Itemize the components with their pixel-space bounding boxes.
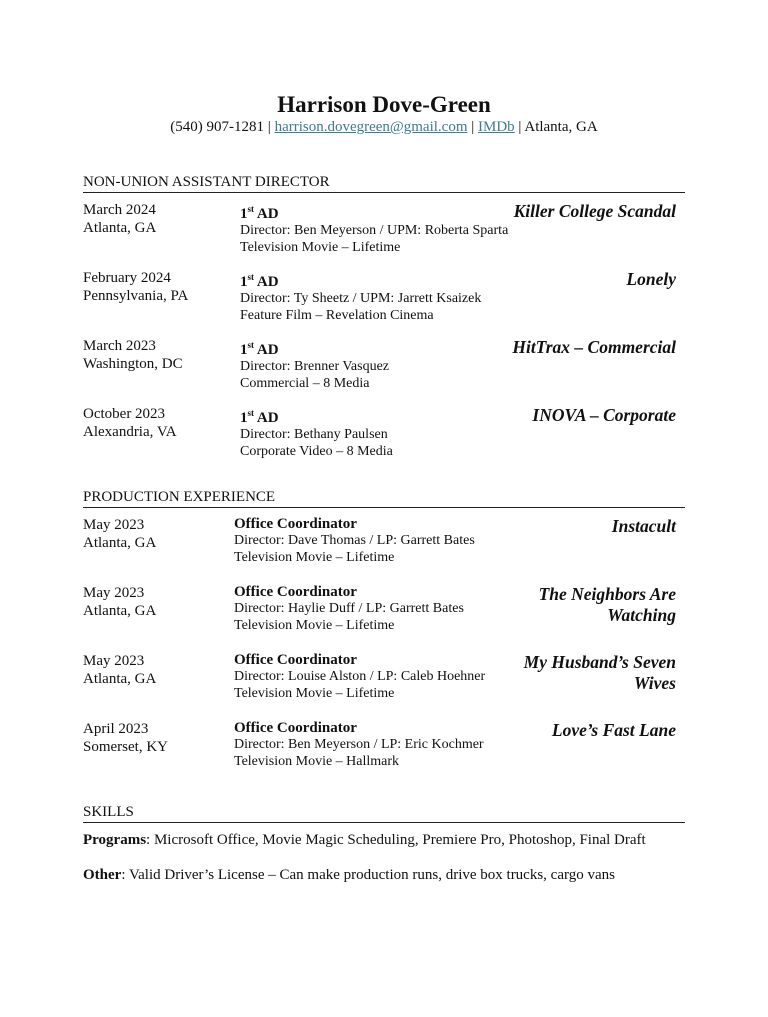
role-text: Office Coordinator — [234, 720, 357, 736]
skill-label: Other — [83, 867, 122, 883]
entry-type: Television Movie – Lifetime — [234, 549, 395, 565]
entry-credits: Director: Brenner Vasquez — [240, 359, 390, 374]
entry-credits: Director: Ben Meyerson / UPM: Roberta Sparta — [240, 223, 509, 238]
entry-location: Atlanta, GA — [83, 603, 157, 619]
skill-text: : Valid Driver’s License – Can make production runs, drive box trucks, cargo vans — [121, 867, 615, 883]
date-location — [83, 269, 188, 305]
phone: (540) 907-1281 — [170, 119, 265, 135]
role-rest: AD — [254, 274, 279, 290]
separator: | — [264, 119, 275, 135]
project-title: Lonely — [626, 269, 676, 289]
separator: | — [467, 119, 478, 135]
entry-details — [234, 652, 485, 702]
entry-details — [234, 720, 484, 770]
email-link[interactable]: harrison.dovegreen@gmail.com — [274, 119, 468, 135]
entry-credits: Director: Haylie Duff / LP: Garrett Bates — [234, 601, 464, 616]
entry-date: May 2023 — [83, 517, 145, 533]
entry-type: Television Movie – Hallmark — [234, 753, 400, 769]
date-location — [83, 201, 156, 237]
entry-details — [234, 516, 475, 566]
entry-credits: Director: Bethany Paulsen — [240, 427, 388, 442]
project-title: The Neighbors Are Watching — [538, 584, 676, 625]
entry-location: Somerset, KY — [83, 739, 168, 755]
production-experience-section — [83, 488, 685, 788]
project-title: Instacult — [611, 516, 676, 536]
entry-credits: Director: Louise Alston / LP: Caleb Hoehner — [234, 669, 486, 684]
role-sup: st — [247, 272, 254, 282]
experience-entry — [83, 720, 685, 788]
entry-date: March 2023 — [83, 338, 156, 354]
date-location — [83, 516, 156, 552]
role-num: 1 — [240, 410, 248, 426]
section-heading: PRODUCTION EXPERIENCE — [83, 488, 685, 508]
entry-date: May 2023 — [83, 653, 145, 669]
entry-type: Corporate Video – 8 Media — [240, 443, 393, 459]
entry-credits: Director: Ben Meyerson / LP: Eric Kochmer — [234, 737, 484, 752]
assistant-director-section — [83, 173, 685, 473]
resume-name: Harrison Dove-Green — [277, 92, 491, 117]
project-title: INOVA – Corporate — [532, 405, 676, 425]
experience-entry — [83, 584, 685, 652]
entry-details — [240, 269, 481, 324]
entry-type: Commercial – 8 Media — [240, 375, 370, 391]
entry-location: Atlanta, GA — [83, 671, 157, 687]
entry-date: February 2024 — [83, 270, 171, 286]
role-text: Office Coordinator — [234, 584, 357, 600]
date-location — [83, 584, 156, 620]
entry-location: Alexandria, VA — [83, 424, 177, 440]
entry-date: March 2024 — [83, 202, 156, 218]
entry-details — [240, 405, 393, 460]
entry-credits: Director: Dave Thomas / LP: Garrett Bates — [234, 533, 475, 548]
entry-type: Television Movie – Lifetime — [234, 617, 395, 633]
experience-entry — [83, 516, 685, 584]
role-num: 1 — [240, 274, 248, 290]
skills-section — [83, 803, 685, 884]
role-sup: st — [247, 340, 254, 350]
role-num: 1 — [240, 206, 248, 222]
date-location — [83, 337, 183, 373]
entry-type: Television Movie – Lifetime — [240, 239, 401, 255]
section-heading: NON-UNION ASSISTANT DIRECTOR — [83, 173, 685, 193]
date-location — [83, 405, 177, 441]
entry-location: Pennsylvania, PA — [83, 288, 189, 304]
role-text: Office Coordinator — [234, 652, 357, 668]
role-num: 1 — [240, 342, 248, 358]
skill-other — [83, 866, 685, 884]
entry-date: October 2023 — [83, 406, 166, 422]
experience-entry — [83, 652, 685, 720]
entry-type: Feature Film – Revelation Cinema — [240, 307, 434, 323]
project-title: Love’s Fast Lane — [551, 720, 676, 740]
project-title: Killer College Scandal — [513, 201, 676, 221]
entry-role — [234, 652, 485, 669]
section-heading: SKILLS — [83, 803, 685, 823]
entry-details — [234, 584, 464, 634]
role-sup: st — [247, 204, 254, 214]
entry-location: Atlanta, GA — [83, 220, 157, 236]
skill-programs — [83, 831, 685, 849]
entry-type: Television Movie – Lifetime — [234, 685, 395, 701]
entry-details — [240, 201, 508, 256]
role-rest: AD — [254, 342, 279, 358]
role-rest: AD — [254, 206, 279, 222]
skill-label: Programs — [83, 832, 147, 848]
entry-location: Atlanta, GA — [83, 535, 157, 551]
experience-entry — [83, 269, 685, 337]
entry-date: May 2023 — [83, 585, 145, 601]
entry-role — [240, 405, 393, 427]
experience-entry — [83, 405, 685, 473]
skill-text: : Microsoft Office, Movie Magic Scheduling, Premiere Pro, Photoshop, Final Draft — [146, 832, 646, 848]
date-location — [83, 652, 156, 688]
role-text: Office Coordinator — [234, 516, 357, 532]
entry-role — [234, 720, 484, 737]
entry-role — [240, 201, 508, 223]
separator: | — [514, 119, 525, 135]
entry-date: April 2023 — [83, 721, 149, 737]
entry-location: Washington, DC — [83, 356, 183, 372]
experience-entry — [83, 201, 685, 269]
entry-role — [234, 584, 464, 601]
date-location — [83, 720, 168, 756]
entry-details — [240, 337, 389, 392]
project-title: HitTrax – Commercial — [512, 337, 676, 357]
experience-entry — [83, 337, 685, 405]
entry-role — [240, 269, 481, 291]
entry-credits: Director: Ty Sheetz / UPM: Jarrett Ksaizek — [240, 291, 482, 306]
project-title: My Husband’s Seven Wives — [523, 652, 676, 693]
entry-role — [234, 516, 475, 533]
entry-role — [240, 337, 389, 359]
location: Atlanta, GA — [524, 119, 598, 135]
contact-line — [0, 119, 768, 136]
role-rest: AD — [254, 410, 279, 426]
imdb-link[interactable]: IMDb — [478, 119, 515, 135]
role-sup: st — [247, 408, 254, 418]
